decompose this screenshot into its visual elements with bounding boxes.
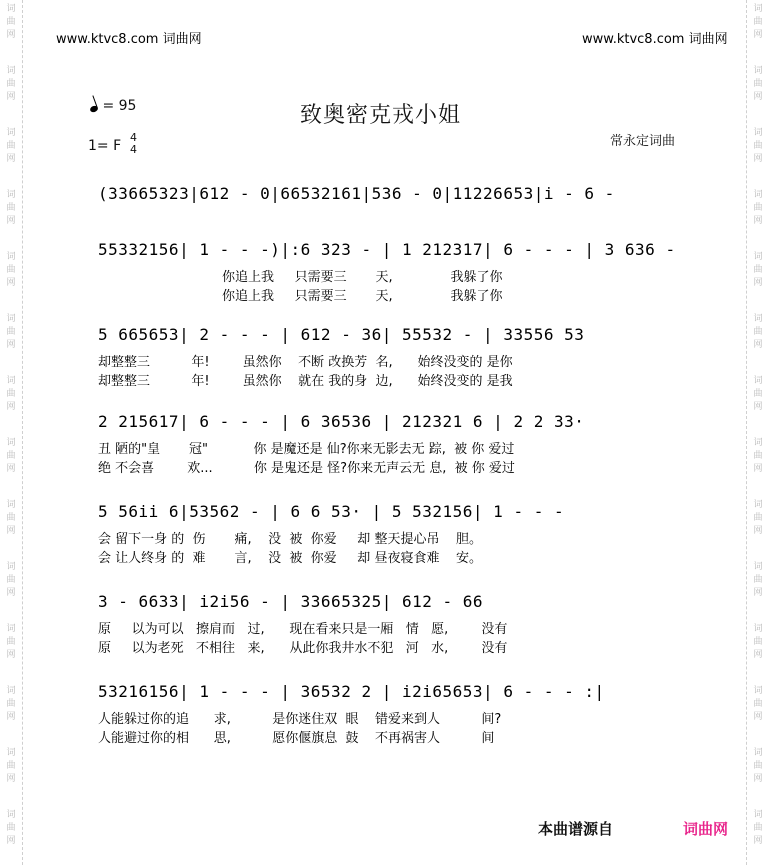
watermark-char: 词: [6, 314, 16, 324]
watermark-char: 网: [753, 650, 763, 660]
watermark-char: 词: [6, 4, 16, 14]
watermark-char: 曲: [6, 637, 16, 647]
watermark-char: 曲: [753, 141, 763, 151]
watermark-char: 词: [6, 376, 16, 386]
watermark-char: 词: [753, 810, 763, 820]
watermark-char: 网: [753, 30, 763, 40]
watermark-char: 曲: [6, 513, 16, 523]
watermark-char: 网: [6, 526, 16, 536]
watermark-char: 曲: [753, 389, 763, 399]
score-line: 2 215617| 6 - - - | 6 36536 | 212321 6 | 2 2 33·: [98, 412, 585, 431]
right-watermark-strip: [746, 0, 769, 865]
header-url-left[interactable]: www.ktvc8.com 词曲网: [56, 32, 202, 47]
lyric-line-verse1: 原 以为可以 擦肩而 过, 现在看来只是一厢 情 愿, 没有: [98, 622, 508, 637]
score-line: 3 - 6633| i2i56 - | 33665325| 612 - 66: [98, 592, 484, 611]
lyric-line-verse1: 会 留下一身 的 伤 痛, 没 被 你爱 却 整天提心吊 胆。: [98, 532, 482, 547]
watermark-char: 曲: [6, 451, 16, 461]
watermark-char: 曲: [6, 327, 16, 337]
score-line: 5 56ii 6|53562 - | 6 6 53· | 5 532156| 1 - - -: [98, 502, 565, 521]
watermark-char: 网: [6, 836, 16, 846]
watermark-char: 网: [6, 30, 16, 40]
watermark-char: 词: [6, 500, 16, 510]
watermark-char: 网: [753, 774, 763, 784]
watermark-char: 网: [6, 588, 16, 598]
watermark-char: 曲: [753, 575, 763, 585]
watermark-char: 网: [753, 402, 763, 412]
watermark-char: 曲: [753, 79, 763, 89]
watermark-char: 词: [6, 438, 16, 448]
watermark-char: 词: [6, 66, 16, 76]
watermark-char: 词: [6, 686, 16, 696]
watermark-char: 曲: [753, 451, 763, 461]
watermark-char: 网: [753, 340, 763, 350]
watermark-char: 词: [753, 66, 763, 76]
watermark-char: 曲: [753, 823, 763, 833]
watermark-char: 词: [6, 810, 16, 820]
time-signature: [130, 132, 137, 156]
watermark-char: 曲: [6, 141, 16, 151]
lyric-line-verse2: 你追上我 只需要三 天, 我躲了你: [98, 289, 503, 304]
lyric-line-verse2: 绝 不会喜 欢... 你 是鬼还是 怪?你来无声云无 息, 被 你 爱过: [98, 461, 515, 476]
lyric-line-verse1: 你追上我 只需要三 天, 我躲了你: [98, 270, 503, 285]
watermark-char: 曲: [6, 203, 16, 213]
watermark-char: 网: [6, 278, 16, 288]
quarter-note-icon: [89, 105, 99, 113]
header-url-right[interactable]: www.ktvc8.com 词曲网: [582, 32, 728, 47]
lyric-line-verse2: 原 以为老死 不相往 来, 从此你我井水不犯 河 水, 没有: [98, 641, 508, 656]
watermark-char: 词: [753, 252, 763, 262]
watermark-char: 网: [6, 774, 16, 784]
watermark-char: 词: [753, 376, 763, 386]
watermark-char: 网: [753, 588, 763, 598]
watermark-char: 曲: [753, 203, 763, 213]
meter-bottom: 4: [130, 143, 137, 156]
watermark-char: 网: [6, 216, 16, 226]
score-line: 55332156| 1 - - -)|:6 323 - | 1 212317| 6 - - - | 3 636 -: [98, 240, 676, 259]
watermark-char: 词: [753, 314, 763, 324]
watermark-char: 曲: [6, 17, 16, 27]
watermark-char: 词: [753, 624, 763, 634]
watermark-char: 曲: [753, 17, 763, 27]
watermark-char: 词: [753, 562, 763, 572]
watermark-char: 词: [753, 4, 763, 14]
watermark-char: 网: [753, 92, 763, 102]
tempo-marking: [90, 98, 136, 114]
watermark-char: 词: [6, 190, 16, 200]
watermark-char: 曲: [6, 389, 16, 399]
watermark-char: 曲: [6, 79, 16, 89]
watermark-char: 词: [6, 748, 16, 758]
watermark-char: 网: [753, 526, 763, 536]
lyric-line-verse1: 丑 陋的"皇 冠" 你 是魔还是 仙?你来无影去无 踪, 被 你 爱过: [98, 442, 515, 457]
watermark-char: 词: [6, 252, 16, 262]
tempo-value: = 95: [102, 98, 137, 114]
key-signature: 1= F: [88, 138, 122, 154]
watermark-char: 网: [753, 836, 763, 846]
watermark-char: 词: [753, 748, 763, 758]
source-brand-link[interactable]: 词曲网: [683, 820, 729, 838]
watermark-char: 曲: [6, 761, 16, 771]
watermark-char: 曲: [753, 699, 763, 709]
watermark-char: 网: [753, 712, 763, 722]
watermark-char: 词: [753, 438, 763, 448]
watermark-char: 网: [6, 712, 16, 722]
watermark-char: 网: [753, 278, 763, 288]
lyric-line-verse2: 人能避过你的相 思, 愿你偃旗息 鼓 不再祸害人 间: [98, 731, 495, 746]
watermark-char: 曲: [753, 265, 763, 275]
watermark-char: 网: [6, 154, 16, 164]
author-credit: 常永定词曲: [610, 134, 676, 149]
watermark-char: 曲: [753, 761, 763, 771]
song-title: 致奥密克戎小姐: [300, 103, 462, 128]
watermark-char: 网: [753, 216, 763, 226]
lyric-line-verse1: 却整整三 年! 虽然你 不断 改换芳 名, 始终没变的 是你: [98, 355, 513, 370]
watermark-char: 网: [753, 154, 763, 164]
watermark-char: 词: [753, 190, 763, 200]
watermark-char: 词: [753, 686, 763, 696]
watermark-char: 曲: [6, 823, 16, 833]
watermark-char: 网: [753, 464, 763, 474]
watermark-char: 网: [6, 650, 16, 660]
watermark-char: 曲: [6, 575, 16, 585]
watermark-char: 词: [753, 500, 763, 510]
watermark-char: 词: [6, 624, 16, 634]
source-label: 本曲谱源自: [538, 820, 614, 838]
watermark-char: 曲: [6, 699, 16, 709]
watermark-char: 词: [753, 128, 763, 138]
watermark-char: 网: [6, 340, 16, 350]
left-watermark-strip: [0, 0, 23, 865]
watermark-char: 曲: [753, 513, 763, 523]
watermark-char: 曲: [6, 265, 16, 275]
watermark-char: 网: [6, 464, 16, 474]
lyric-line-verse2: 会 让人终身 的 难 言, 没 被 你爱 却 昼夜寝食难 安。: [98, 551, 482, 566]
watermark-char: 网: [6, 402, 16, 412]
watermark-char: 曲: [753, 637, 763, 647]
watermark-char: 词: [6, 562, 16, 572]
meter-top: 4: [130, 131, 137, 144]
lyric-line-verse2: 却整整三 年! 虽然你 就在 我的身 边, 始终没变的 是我: [98, 374, 513, 389]
score-line: (33665323|612 - 0|66532161|536 - 0|11226653|i - 6 -: [98, 184, 615, 203]
score-line: 5 665653| 2 - - - | 612 - 36| 55532 - | 33556 53: [98, 325, 585, 344]
watermark-char: 词: [6, 128, 16, 138]
watermark-char: 曲: [753, 327, 763, 337]
watermark-char: 网: [6, 92, 16, 102]
lyric-line-verse1: 人能躲过你的追 求, 是你迷住双 眼 错爱来到人 间?: [98, 712, 502, 727]
score-line: 53216156| 1 - - - | 36532 2 | i2i65653| 6 - - - :|: [98, 682, 605, 701]
